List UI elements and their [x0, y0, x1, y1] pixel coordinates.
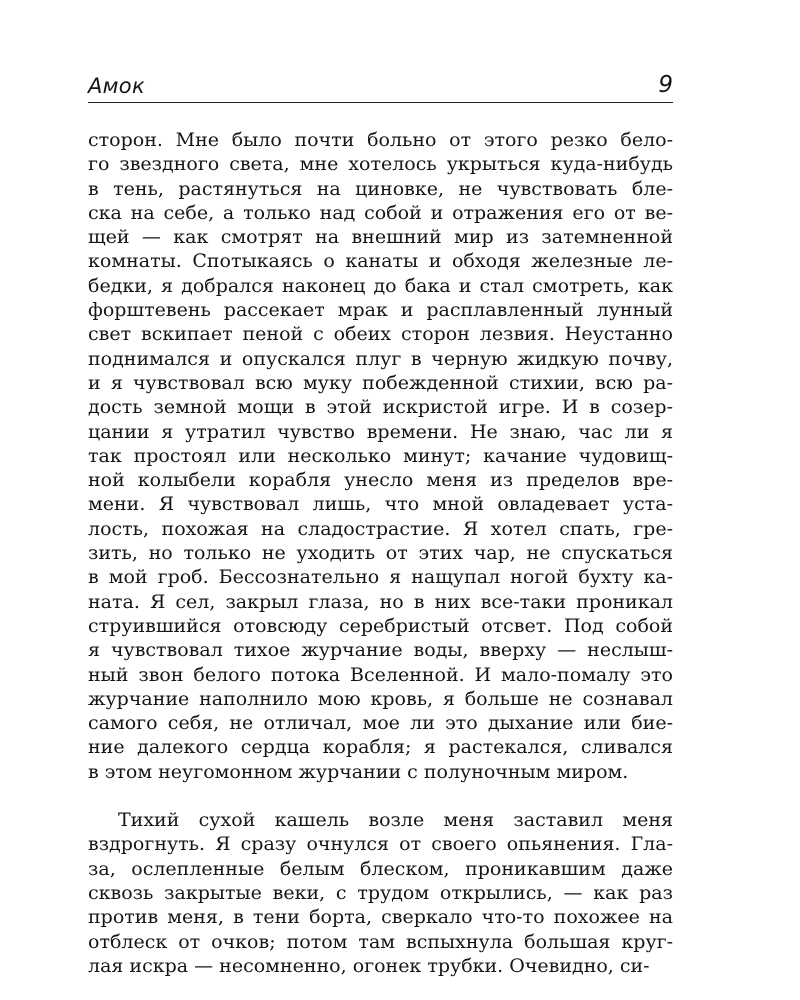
- text-line: отблеск от очков; потом там вспыхнула большая круг-: [88, 930, 673, 953]
- text-line: ната. Я сел, закрыл глаза, но в них все-таки проникал: [88, 590, 673, 613]
- text-line: лая искра — несомненно, огонек трубки. Очевидно, си-: [88, 954, 650, 977]
- text-line: ной колыбели корабля унесло меня из пределов вре-: [88, 469, 673, 492]
- text-line: в этом неугомонном журчании с полуночным миром.: [88, 760, 629, 783]
- text-line: вздрогнуть. Я сразу очнулся от своего опьянения. Гла-: [88, 833, 673, 856]
- paragraph: [88, 128, 673, 784]
- text-line: самого себя, не отличал, мое ли это дыхание или бие-: [88, 712, 673, 735]
- text-line: за, ослепленные белым блеском, проникавшим даже: [88, 857, 673, 880]
- text-line: я чувствовал тихое журчание воды, вверху — неслыш-: [88, 639, 673, 662]
- page-number: 9: [658, 72, 673, 98]
- text-line: цании я утратил чувство времени. Не знаю, час ли я: [88, 420, 673, 443]
- text-line: мени. Я чувствовал лишь, что мной овладевает уста-: [88, 493, 673, 516]
- body-text: [88, 128, 673, 978]
- text-line: поднимался и опускался плуг в черную жидкую почву,: [88, 347, 673, 370]
- text-line: лость, похожая на сладострастие. Я хотел спать, гре-: [88, 517, 673, 540]
- text-line: струившийся отовсюду серебристый отсвет. Под собой: [88, 614, 673, 637]
- text-line: комнаты. Спотыкаясь о канаты и обходя железные ле-: [88, 250, 673, 273]
- text-line: ска на себе, а только над собой и отражения его от ве-: [88, 201, 673, 224]
- text-line: и я чувствовал всю муку побежденной стихии, всю ра-: [88, 371, 673, 394]
- text-line: сторон. Мне было почти больно от этого резко бело-: [88, 129, 673, 151]
- text-line: Тихий сухой кашель возле меня заставил меня: [118, 809, 673, 832]
- text-line: го звездного света, мне хотелось укрыться куда-нибудь: [88, 153, 673, 176]
- text-line: журчание наполнило мою кровь, я больше не сознавал: [88, 687, 673, 710]
- text-line: дость земной мощи в этой искристой игре. И в созер-: [88, 396, 673, 419]
- text-line: ный звон белого потока Вселенной. И мало-помалу это: [88, 663, 673, 686]
- text-line: зить, но только не уходить от этих чар, не спускаться: [88, 542, 673, 565]
- text-line: сквозь закрытые веки, с трудом открылись, — как раз: [88, 881, 673, 904]
- paragraph: [88, 808, 673, 978]
- text-line: так простоял или несколько минут; качание чудовищ-: [88, 444, 673, 467]
- running-head: [88, 70, 673, 103]
- text-line: против меня, в тени борта, сверкало что-то похожее на: [88, 906, 673, 929]
- text-line: щей — как смотрят на внешний мир из затемненной: [88, 226, 673, 249]
- chapter-title: Амок: [88, 74, 145, 98]
- text-line: ние далекого сердца корабля; я растекался, сливался: [88, 736, 673, 759]
- text-line: в тень, растянуться на циновке, не чувствовать бле-: [88, 177, 673, 200]
- text-line: в мой гроб. Бессознательно я нащупал ногой бухту ка-: [88, 566, 673, 589]
- paragraph-gap: [88, 784, 673, 808]
- text-line: свет вскипает пеной с обеих сторон лезвия. Неустанно: [88, 323, 673, 346]
- text-line: бедки, я добрался наконец до бака и стал смотреть, как: [88, 274, 673, 297]
- text-line: форштевень рассекает мрак и расплавленный лунный: [88, 299, 673, 322]
